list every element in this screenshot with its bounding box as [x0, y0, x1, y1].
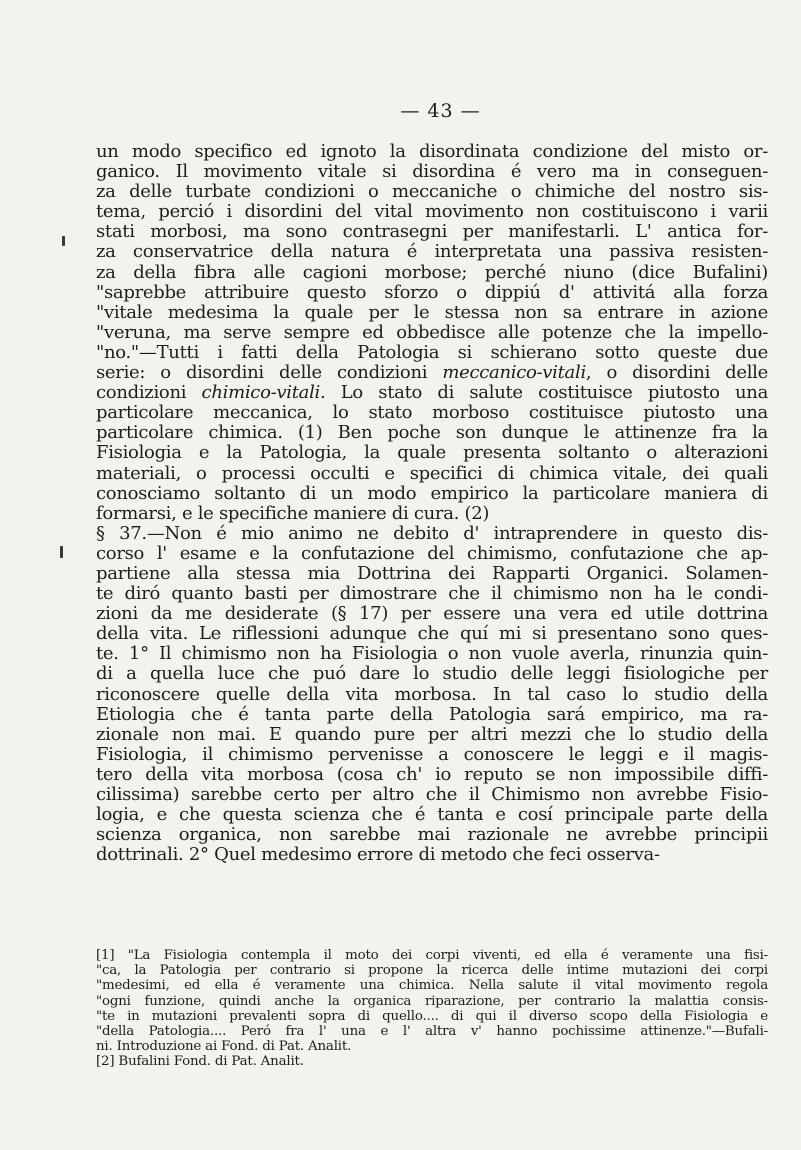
margin-mark [60, 546, 63, 558]
italic-term: chimico-vitali [201, 382, 321, 404]
body-line: za delle turbate condizioni o meccaniche o chimiche del nostro sis- [96, 181, 768, 203]
body-line: Fisiologia e la Patologia, la quale presenta soltanto o alterazioni [96, 442, 768, 464]
body-line: "veruna, ma serve sempre ed obbedisce alle potenze che la impello- [96, 321, 768, 343]
page-number: — 43 — [400, 100, 481, 122]
body-line: della vita. Le riflessioni adunque che quí mi si presentano sono ques- [96, 623, 768, 645]
body-line: § 37.—Non é mio animo ne debito d' intraprendere in questo dis- [96, 522, 768, 544]
footnote-line: "della Patologia.... Peró fra l' una e l' altra v' hanno pochissime attinenze."—Bufali- [96, 1023, 768, 1039]
margin-mark [62, 236, 65, 246]
footnote-line: "medesimi, ed ella é veramente una chimica. Nella salute il vital movimento regola [96, 978, 768, 994]
body-text [96, 142, 768, 865]
body-line: materiali, o processi occulti e specifici di chimica vitale, dei quali [96, 462, 768, 484]
body-line: dottrinali. 2° Quel medesimo errore di metodo che feci osserva- [96, 844, 660, 866]
body-line: "no."—Tutti i fatti della Patologia si schierano sotto queste due [96, 341, 768, 363]
body-line: te diró quanto basti per dimostrare che il chimismo non ha le condi- [96, 583, 768, 605]
body-line: logia, e che questa scienza che é tanta e cosí principale parte della [96, 804, 768, 826]
italic-term: meccanico-vitali [442, 362, 586, 384]
body-line: tero della vita morbosa (cosa ch' io reputo se non impossibile diffi- [96, 763, 768, 785]
body-line: stati morbosi, ma sono contrasegni per manifestarli. L' antica for- [96, 221, 768, 243]
body-line: condizioni chimico-vitali. Lo stato di salute costituisce piutosto una [96, 382, 769, 404]
footnote-line: [2] Bufalini Fond. di Pat. Analit. [96, 1054, 304, 1070]
body-line: zioni da me desiderate (§ 17) per essere una vera ed utile dottrina [96, 603, 768, 625]
body-line: "vitale medesima la quale per le stessa non sa entrare in azione [96, 301, 768, 323]
body-line: particolare chimica. (1) Ben poche son dunque le attinenze fra la [96, 422, 768, 444]
body-line: zionale non mai. E quando pure per altri mezzi che lo studio della [96, 723, 768, 745]
body-line: serie: o disordini delle condizioni meccanico-vitali, o disordini delle [96, 362, 768, 384]
footnote-line: "ogni funzione, quindi anche la organica riparazione, per contrario la malattia consis- [96, 993, 768, 1009]
body-line: particolare meccanica, lo stato morboso costituisce piutosto una [96, 402, 768, 424]
body-line: un modo specifico ed ignoto la disordinata condizione del misto or- [96, 141, 768, 162]
body-line: ganico. Il movimento vitale si disordina é vero ma in conseguen- [96, 161, 768, 183]
body-line: "saprebbe attribuire questo sforzo o dippiú d' attivitá alla forza [96, 281, 768, 303]
footnote-line: "ca, la Patologia per contrario si propone la ricerca delle intime mutazioni dei corpi [96, 963, 768, 979]
body-line: za conservatrice della natura é interpretata una passiva resisten- [96, 241, 768, 263]
footnote-line: ni. Introduzione ai Fond. di Pat. Analit. [96, 1039, 352, 1055]
footnote-line: "te in mutazioni prevalenti sopra di quello.... di qui il diverso scopo della Fisiologia e [96, 1008, 768, 1024]
body-line: corso l' esame e la confutazione del chimismo, confutazione che ap- [96, 542, 768, 564]
body-line: riconoscere quelle della vita morbosa. In tal caso lo studio della [96, 683, 768, 705]
body-line: Etiologia che é tanta parte della Patologia sará empirico, ma ra- [96, 703, 768, 725]
footnote-line: [1] "La Fisiologia contempla il moto dei corpi viventi, ed ella é veramente una fisi- [96, 948, 768, 963]
body-line: scienza organica, non sarebbe mai razionale ne avrebbe principii [96, 824, 768, 846]
body-line: Fisiologia, il chimismo pervenisse a conoscere le leggi e il magis- [96, 743, 768, 765]
body-line: conosciamo soltanto di un modo empirico la particolare maniera di [96, 482, 768, 504]
body-line: za della fibra alle cagioni morbose; perché niuno (dice Bufalini) [96, 261, 768, 283]
body-line: partiene alla stessa mia Dottrina dei Rapparti Organici. Solamen- [96, 562, 768, 584]
footnotes [96, 948, 768, 1070]
body-line: formarsi, e le specifiche maniere di cura. (2) [96, 502, 490, 524]
body-line: te. 1° Il chimismo non ha Fisiologia o non vuole averla, rinunzia quin- [96, 643, 768, 665]
body-line: cilissima) sarebbe certo per altro che il Chimismo non avrebbe Fisio- [96, 784, 768, 805]
body-line: tema, perció i disordini del vital movimento non costituiscono i varii [96, 201, 768, 223]
body-line: di a quella luce che puó dare lo studio delle leggi fisiologiche per [96, 663, 768, 685]
